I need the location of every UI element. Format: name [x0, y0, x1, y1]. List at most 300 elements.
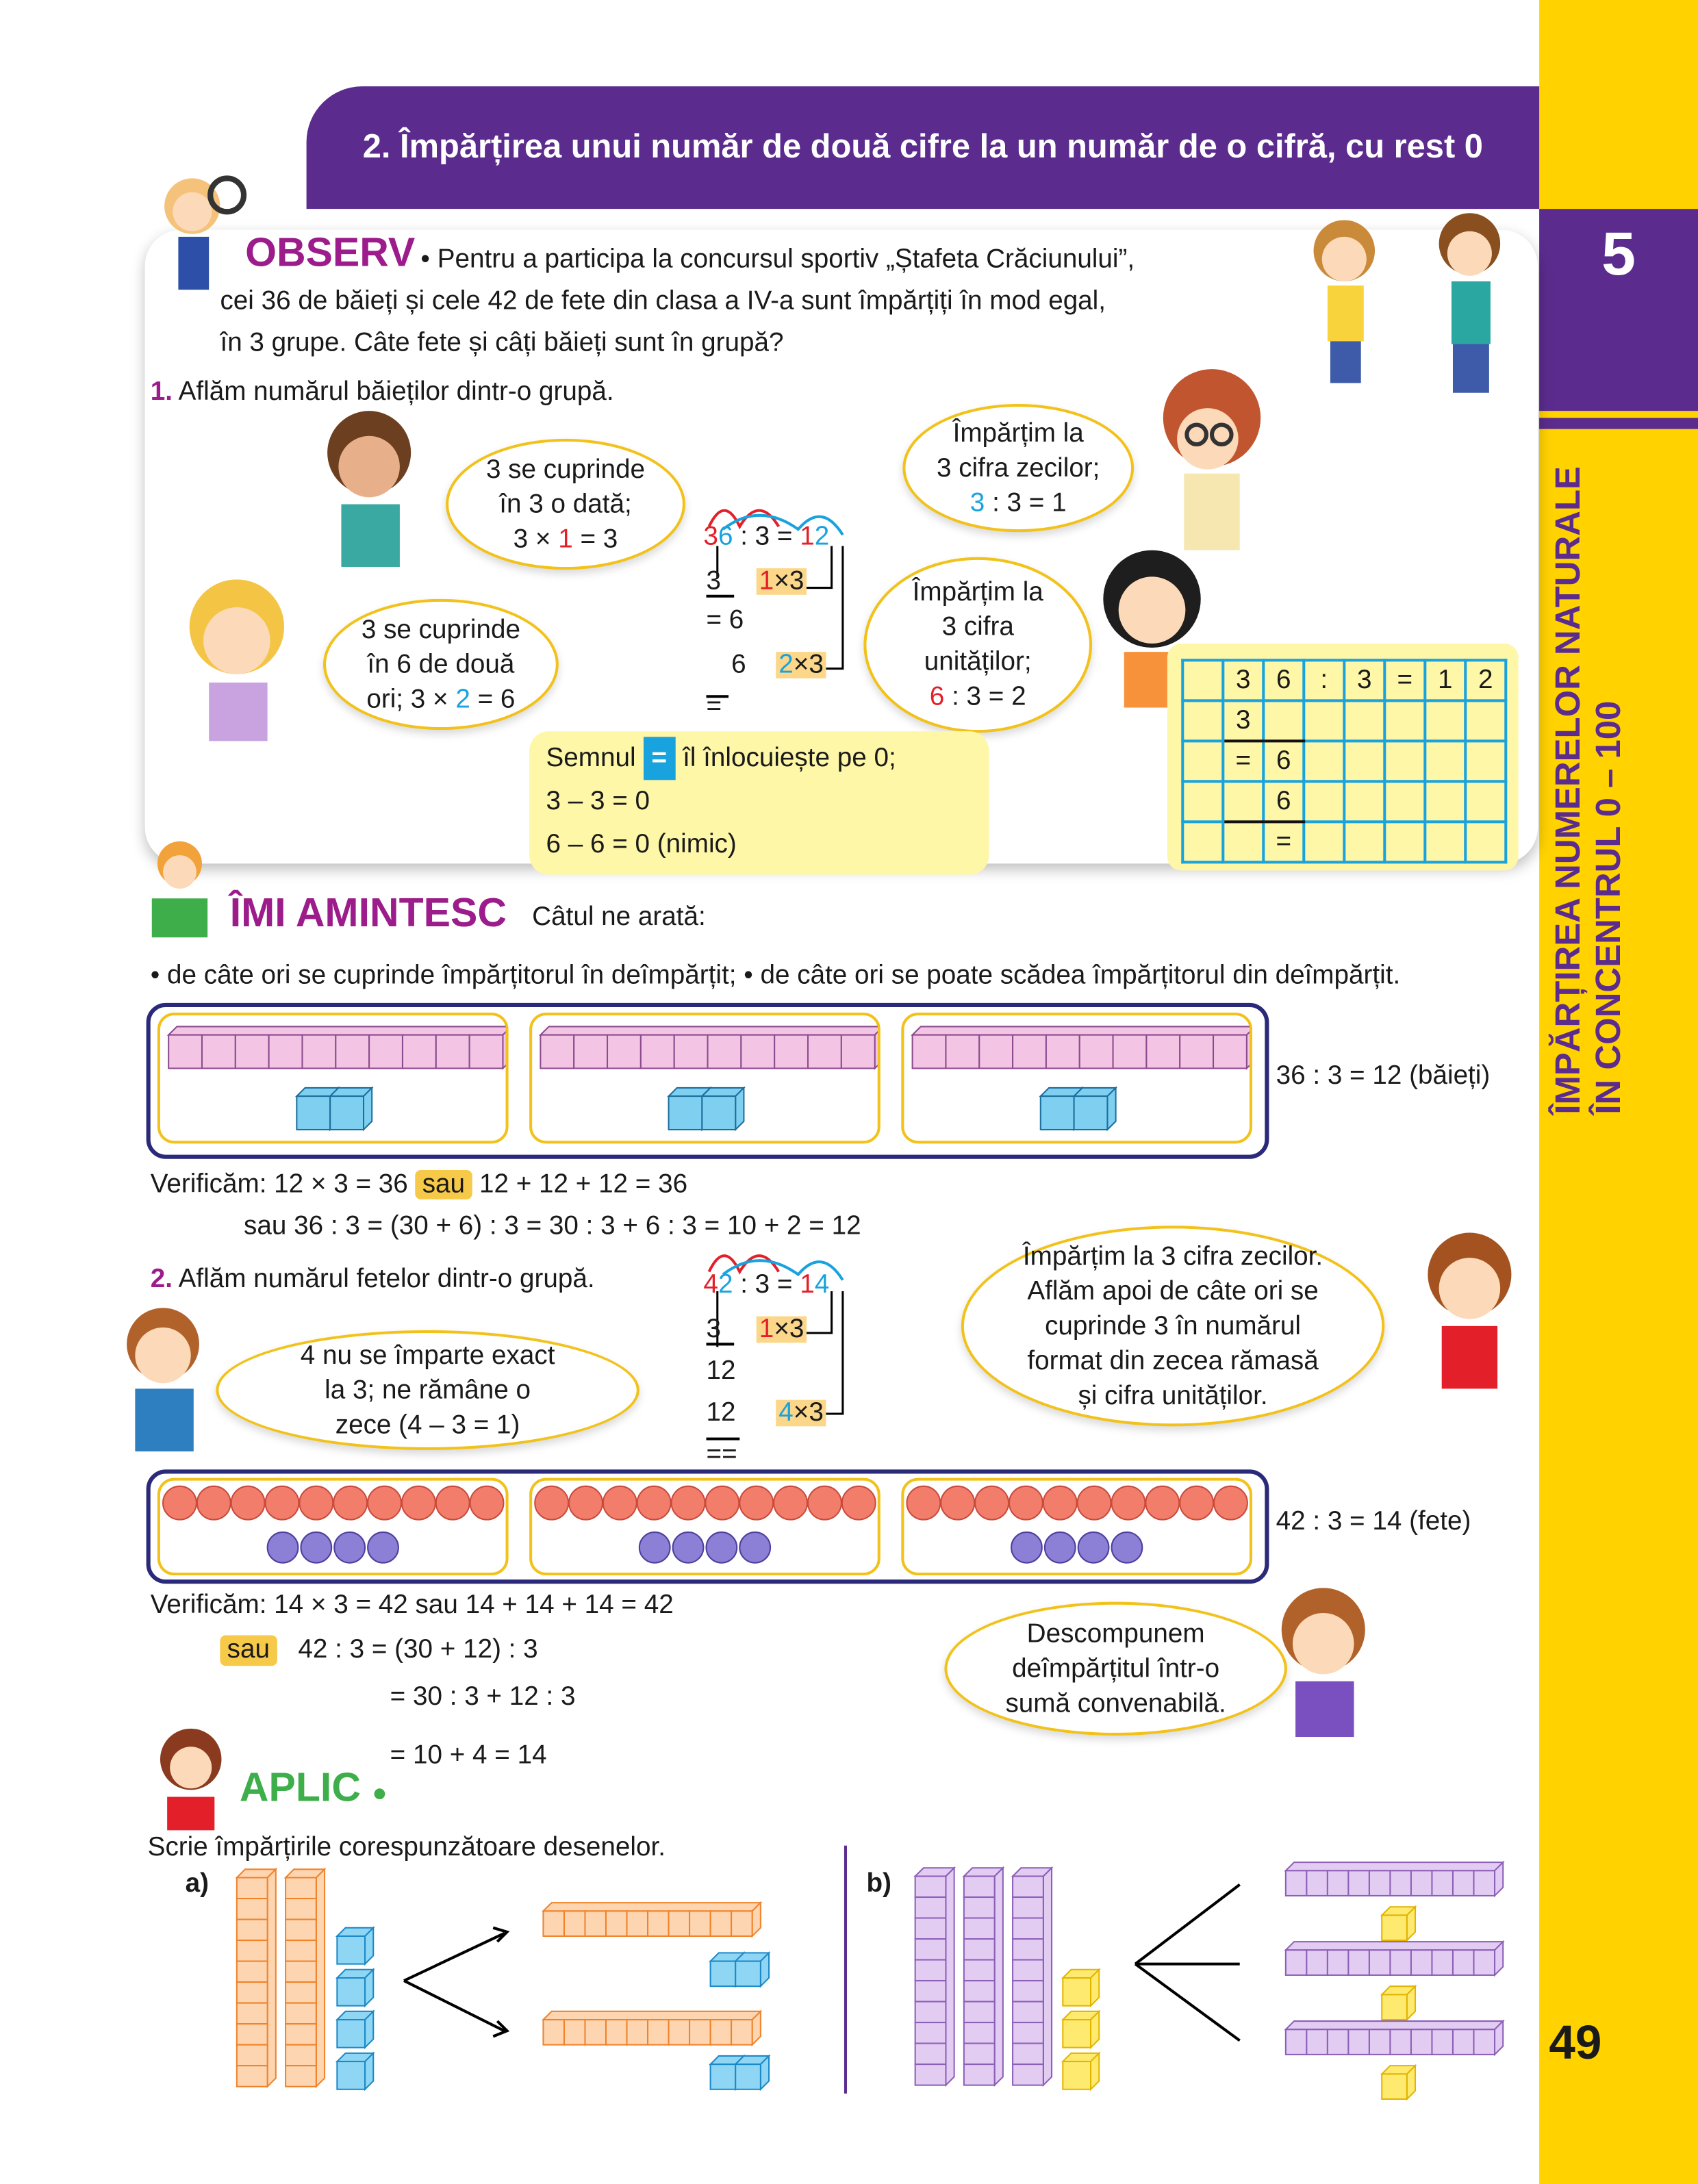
grid-cell	[1384, 822, 1425, 862]
rod-cell	[708, 1035, 742, 1069]
purple-ball	[1045, 1532, 1076, 1563]
grid-cell	[1223, 781, 1263, 822]
rod-cell	[607, 1035, 641, 1069]
rod-top	[540, 1026, 877, 1034]
rod-cell	[606, 2020, 627, 2045]
grid-cell	[1425, 741, 1465, 781]
amintesc-subtitle: Câtul ne arată:	[532, 902, 706, 932]
bubble-line: Descompunem	[1026, 1619, 1205, 1649]
boys-group	[157, 1013, 509, 1143]
remainder: 12	[706, 1356, 736, 1386]
red-ball	[907, 1486, 940, 1520]
rod-cell	[1411, 1870, 1432, 1896]
grid-cell	[1344, 822, 1384, 862]
chapter-number: 5	[1539, 209, 1698, 411]
grid-cell: 3	[1223, 660, 1263, 700]
rod-cell	[915, 1939, 946, 1960]
rod-top	[1286, 2021, 1503, 2029]
chapter-title-line2: ÎN CONCENTRUL 0 – 100	[1589, 700, 1629, 1115]
unit-cube	[1074, 1096, 1108, 1130]
rod-cell	[711, 2020, 732, 2045]
grid-cell	[1223, 822, 1263, 862]
rod-cell	[1369, 1870, 1391, 1896]
grid-cell: =	[1384, 660, 1425, 700]
bubble-line: în 3 o dată;	[499, 490, 632, 519]
grid-row	[1182, 660, 1506, 700]
step-number: 1.	[150, 377, 173, 407]
rod-cell	[1390, 1870, 1411, 1896]
red-ball	[739, 1486, 773, 1520]
rod-cell	[1286, 1950, 1307, 1975]
rod-cell	[674, 1035, 708, 1069]
rod-cell	[1013, 2064, 1043, 2085]
verify2-line2: 42 : 3 = (30 + 12) : 3	[298, 1635, 538, 1665]
rod-cell	[202, 1035, 236, 1069]
rod-cell	[237, 1982, 268, 2003]
counting-balls	[160, 1481, 506, 1573]
rod-cell	[237, 1961, 268, 1983]
running-children-illustration	[1275, 209, 1540, 418]
bubble-line: deîmpărțitul într-o	[1012, 1653, 1220, 1684]
rod-cell	[1180, 1035, 1213, 1069]
unit-cube	[337, 2061, 365, 2090]
verify-line1: Verificăm: 12 × 3 = 36 sau 12 + 12 + 12 = 36	[150, 1169, 688, 1199]
grid-cell	[1182, 781, 1223, 822]
rod-cell	[237, 1878, 268, 1899]
rod-cell	[1411, 1950, 1432, 1975]
rod-cell	[1286, 2029, 1307, 2055]
rod-cell	[237, 2003, 268, 2024]
purple-ball	[1112, 1532, 1143, 1563]
bubble-line: Împărțim la 3 cifra zecilor.	[1022, 1241, 1323, 1271]
rod-cell	[403, 1035, 436, 1069]
equals-sign-box: =	[643, 737, 675, 780]
subtrahend: 6	[731, 650, 746, 680]
bubble-line: Împărțim la	[952, 418, 1084, 448]
rod-cell	[1453, 1950, 1474, 1975]
rod-cell	[1411, 2029, 1432, 2055]
rod-top	[913, 1026, 1250, 1034]
grid-cell	[1182, 822, 1223, 862]
rod-cell	[915, 2002, 946, 2023]
division-diagram-42	[703, 1247, 884, 1470]
page-number: 49	[1549, 2016, 1602, 2070]
unit-cube	[711, 1961, 736, 1987]
rod-cell	[915, 1981, 946, 2002]
amintesc-heading: ÎMI AMINTESC	[229, 891, 507, 937]
red-ball	[266, 1486, 299, 1520]
red-ball	[368, 1486, 401, 1520]
rod-cell	[1080, 1035, 1113, 1069]
rod-cell	[964, 1939, 995, 1960]
rod-cell	[1113, 1035, 1147, 1069]
grid-cell: 3	[1223, 700, 1263, 741]
verify2-line3: = 30 : 3 + 12 : 3	[390, 1682, 576, 1712]
purple-ball	[1011, 1532, 1042, 1563]
unit-cube	[337, 1936, 365, 1964]
grid-cell	[1304, 741, 1344, 781]
chapter-title	[1549, 459, 1630, 1114]
red-ball	[603, 1486, 637, 1520]
red-ball	[842, 1486, 876, 1520]
rod-cell	[979, 1035, 1013, 1069]
boy-thinking-illustration	[307, 404, 432, 578]
rod-cell	[369, 1035, 403, 1069]
rod-cell	[1013, 1918, 1043, 1940]
rod-cell	[1213, 1035, 1247, 1069]
rod-cell	[915, 2044, 946, 2065]
bubble-line: Împărțim la	[912, 578, 1043, 608]
verify2-line1: Verificăm: 14 × 3 = 42 sau 14 + 14 + 14 = 42	[150, 1590, 674, 1621]
rod-cell	[585, 2020, 606, 2045]
aplic-heading: APLIC ●	[239, 1766, 388, 1811]
rod-top	[168, 1026, 505, 1034]
unit-cube	[702, 1096, 735, 1130]
rod-cell	[1390, 2029, 1411, 2055]
bubble-line: 3 : 3 = 1	[970, 488, 1067, 518]
division-grid	[1181, 659, 1507, 863]
red-ball	[1009, 1486, 1043, 1520]
boy-waving-illustration	[1393, 1226, 1532, 1406]
rod-cell	[286, 2003, 316, 2024]
unit-cube	[296, 1096, 330, 1130]
unit-cube	[1382, 1915, 1407, 1940]
rod-cell	[627, 1911, 648, 1936]
grid-cell: 3	[1344, 660, 1384, 700]
unit-cube	[735, 2064, 761, 2090]
rod-cell	[964, 1897, 995, 1918]
rod-cell	[606, 1911, 627, 1936]
step-number: 2.	[150, 1265, 173, 1295]
exercise-b-label: b)	[866, 1869, 891, 1899]
grid-cell: 6	[1263, 741, 1304, 781]
divider	[1539, 418, 1698, 429]
rod-cell	[1013, 1939, 1043, 1960]
exercise-b-drawing	[898, 1846, 1525, 2103]
rod-cell	[1369, 2029, 1391, 2055]
rod-cell	[1328, 1950, 1349, 1975]
step-text: Aflăm numărul fetelor dintr-o grupă.	[178, 1265, 595, 1295]
rod-cell	[731, 1911, 752, 1936]
rod-cell	[286, 1940, 316, 1961]
rod-cell	[648, 2020, 669, 2045]
red-ball	[535, 1486, 568, 1520]
grid-cell	[1263, 700, 1304, 741]
chapter-title-line1: ÎMPĂRȚIREA NUMERELOR NATURALE	[1549, 466, 1588, 1115]
division-equation: 36 : 3 = 12	[703, 522, 830, 552]
rod-cell	[964, 2044, 995, 2065]
rod-cell	[1328, 2029, 1349, 2055]
note-text: Semnul	[546, 744, 636, 774]
rod-cell	[1474, 1870, 1495, 1896]
rod-cell	[913, 1035, 946, 1069]
bubble-line: la 3; ne rămâne o	[325, 1375, 531, 1405]
division-diagram-36	[703, 501, 884, 724]
grid-cell	[1384, 700, 1425, 741]
bubble-line: Aflăm apoi de câte ori se	[1027, 1276, 1319, 1306]
rod-cell	[964, 1918, 995, 1940]
observ-heading: OBSERV	[245, 231, 416, 276]
sau-badge: sau	[416, 1170, 472, 1199]
rod-side	[268, 1869, 276, 2086]
rod-cell	[1348, 1950, 1369, 1975]
subtrahend: 3	[706, 567, 722, 596]
rod-cell	[1306, 1870, 1328, 1896]
rod-cell	[774, 1035, 808, 1069]
product-label: 1×3	[757, 1317, 807, 1343]
rod-cell	[964, 1876, 995, 1897]
purple-ball	[1078, 1532, 1109, 1563]
unit-cube	[1063, 2061, 1091, 2090]
bubble-line: în 6 de două	[367, 650, 515, 679]
arrow	[404, 1933, 504, 2031]
rod-cell	[808, 1035, 841, 1069]
remainder: ==	[706, 1440, 737, 1470]
purple-ball	[639, 1532, 670, 1563]
red-ball	[1078, 1486, 1111, 1520]
rod-cell	[540, 1035, 574, 1069]
bubble-line: 6 : 3 = 2	[929, 682, 1026, 712]
speech-bubble	[446, 439, 685, 570]
unit-cube	[669, 1096, 702, 1130]
rod-cell	[1286, 1870, 1307, 1896]
girls-group	[157, 1478, 509, 1575]
product-label: 4×3	[776, 1400, 826, 1427]
rod-cell	[1146, 1035, 1180, 1069]
unit-cube	[330, 1096, 364, 1130]
boy-reading-illustration	[145, 836, 229, 945]
unit-cube-side	[735, 1088, 744, 1130]
rod-cell	[564, 1911, 585, 1936]
rod-cell	[436, 1035, 470, 1069]
speech-bubble	[323, 599, 559, 730]
rod-cell	[1432, 2029, 1453, 2055]
grid-cell	[1182, 660, 1223, 700]
grid-cell	[1465, 822, 1506, 862]
base-ten-blocks	[160, 1015, 506, 1141]
rod-cell	[236, 1035, 269, 1069]
product-label: 2×3	[776, 652, 826, 678]
verify-line2: sau 36 : 3 = (30 + 6) : 3 = 30 : 3 + 6 : 3 = 10 + 2 = 12	[244, 1212, 861, 1241]
speech-bubble	[961, 1226, 1384, 1426]
bubble-line: 3 cifra	[941, 613, 1014, 642]
speech-bubble	[216, 1330, 639, 1450]
grid-cell	[1425, 822, 1465, 862]
counting-balls	[532, 1481, 878, 1573]
step-text: Aflăm numărul băieților dintr-o grupă.	[178, 377, 614, 407]
boy-blue-shirt-illustration	[114, 1302, 212, 1456]
purple-ball	[368, 1532, 398, 1563]
bubble-line: unităților;	[924, 648, 1032, 677]
rod-cell	[1453, 2029, 1474, 2055]
rod-cell	[689, 1911, 711, 1936]
unit-cube	[1063, 1978, 1091, 2006]
unit-cube	[337, 1978, 365, 2006]
grid-cell	[1182, 741, 1223, 781]
rod-cell	[286, 2045, 316, 2066]
base-ten-blocks	[904, 1015, 1250, 1141]
grid-cell: 2	[1465, 660, 1506, 700]
rod-cell	[335, 1035, 369, 1069]
rod-cell	[964, 2022, 995, 2044]
aplic-task: Scrie împărțirile corespunzătoare desenelor.	[147, 1833, 666, 1863]
girls-group	[529, 1478, 880, 1575]
bubble-line: sumă convenabilă.	[1005, 1688, 1226, 1718]
verify2-line4: = 10 + 4 = 14	[390, 1741, 547, 1770]
red-ball	[672, 1486, 705, 1520]
problem-line2: cei 36 de băieți și cele 42 de fete din clasa a IV-a sunt împărțiți în mod egal,	[220, 287, 1106, 316]
subtrahend: 12	[706, 1398, 736, 1428]
remainder: =	[706, 692, 722, 722]
exercise-a-drawing	[209, 1853, 794, 2103]
rod-cell	[237, 2024, 268, 2045]
remainder: = 6	[706, 606, 744, 635]
rod-cell	[711, 1911, 732, 1936]
division-equation: 42 : 3 = 14	[703, 1270, 830, 1300]
rod-cell	[470, 1035, 503, 1069]
product-label: 1×3	[757, 568, 807, 595]
girl-blonde-illustration	[153, 571, 320, 745]
rod-cell	[1474, 1950, 1495, 1975]
red-ball	[1043, 1486, 1077, 1520]
rod-cell	[1432, 1950, 1453, 1975]
grid-cell: 1	[1425, 660, 1465, 700]
rod-cell	[1013, 1960, 1043, 1981]
bubble-line: 3 × 1 = 3	[513, 524, 618, 554]
grid-cell	[1304, 700, 1344, 741]
rod-cell	[269, 1035, 303, 1069]
red-ball	[975, 1486, 1009, 1520]
boys-group	[529, 1013, 880, 1143]
purple-ball	[334, 1532, 365, 1563]
rod-cell	[286, 2024, 316, 2045]
grid-cell: 6	[1263, 660, 1304, 700]
problem-line1: • Pentru a participa la concursul sportiv „Ștafeta Crăciunului”,	[420, 245, 1135, 275]
red-ball	[1112, 1486, 1145, 1520]
unit-cube-side	[1107, 1088, 1115, 1130]
rod-cell	[964, 2002, 995, 2023]
rod-cell	[964, 2064, 995, 2085]
speech-bubble	[863, 557, 1092, 733]
arrow	[1135, 1885, 1240, 2041]
red-ball	[569, 1486, 603, 1520]
purple-ball	[301, 1532, 331, 1563]
rod-cell	[585, 1911, 606, 1936]
rod-cell	[1013, 2022, 1043, 2044]
red-ball	[808, 1486, 841, 1520]
girl-purple-shirt-illustration	[1260, 1581, 1386, 1748]
red-ball	[436, 1486, 470, 1520]
base-ten-blocks	[532, 1015, 878, 1141]
grid-cell	[1465, 700, 1506, 741]
rod-cell	[1453, 1870, 1474, 1896]
rod-side	[316, 1869, 325, 2086]
rod-cell	[964, 1960, 995, 1981]
grid-cell	[1304, 822, 1344, 862]
grid-cell: =	[1263, 822, 1304, 862]
rod-cell	[689, 2020, 711, 2045]
grid-cell: =	[1223, 741, 1263, 781]
boy-glasses-illustration	[1135, 362, 1267, 550]
rod-cell	[286, 2066, 316, 2087]
rod-cell	[669, 1911, 690, 1936]
note-text: îl înlocuiește pe 0;	[683, 744, 896, 774]
amintesc-bullets: • de câte ori se cuprinde împărțitorul în deîmpărțit; • de câte ori se poate scădea împărțitorul din deîmpărțit.	[150, 961, 1401, 991]
lesson-title: 2. Împărțirea unui număr de două cifre la un număr de o cifră, cu rest 0	[307, 86, 1540, 209]
subtrahend: 3	[706, 1315, 722, 1345]
rod-cell	[915, 1918, 946, 1940]
rod-cell	[286, 1920, 316, 1941]
grid-cell	[1384, 741, 1425, 781]
problem-line3: în 3 grupe. Câte fete și câți băieți sunt în grupă?	[220, 329, 784, 358]
rod-cell	[1369, 1950, 1391, 1975]
rod-cell	[237, 2066, 268, 2087]
bubble-line: 4 nu se împarte exact	[300, 1341, 555, 1370]
grid-cell	[1182, 700, 1223, 741]
rod-cell	[648, 1911, 669, 1936]
bubble-line: 3 cifra zecilor;	[936, 453, 1100, 483]
grid-row	[1182, 741, 1506, 781]
rod-cell	[731, 2020, 752, 2045]
red-ball	[470, 1486, 504, 1520]
rod-cell	[915, 1897, 946, 1918]
grid-cell	[1344, 781, 1384, 822]
rod-cell	[915, 2022, 946, 2044]
step2-heading	[151, 1265, 595, 1295]
girl-magnifier-illustration	[147, 1720, 244, 1832]
rod-cell	[915, 1960, 946, 1981]
rod-side	[946, 1868, 954, 2085]
red-ball	[197, 1486, 231, 1520]
rod-cell	[1306, 2029, 1328, 2055]
red-ball	[1214, 1486, 1247, 1520]
grid-cell	[1304, 781, 1344, 822]
bubble-line: format din zecea rămasă	[1027, 1346, 1319, 1376]
red-ball	[637, 1486, 671, 1520]
bubble-line: 3 se cuprinde	[485, 455, 646, 484]
rod-cell	[286, 1878, 316, 1899]
grid-cell: 6	[1263, 781, 1304, 822]
rod-cell	[1348, 1870, 1369, 1896]
rod-cell	[1474, 2029, 1495, 2055]
rod-cell	[915, 1876, 946, 1897]
purple-ball	[706, 1532, 737, 1563]
red-ball	[774, 1486, 807, 1520]
rod-cell	[543, 2020, 564, 2045]
red-ball	[231, 1486, 265, 1520]
rod-cell	[964, 1981, 995, 2002]
unit-cube	[1041, 1096, 1074, 1130]
divider	[844, 1846, 847, 2094]
rod-cell	[286, 1982, 316, 2003]
rod-cell	[627, 2020, 648, 2045]
rod-cell	[237, 1940, 268, 1961]
speech-bubble	[902, 404, 1134, 532]
rod-cell	[302, 1035, 335, 1069]
purple-ball	[268, 1532, 299, 1563]
grid-cell	[1344, 741, 1384, 781]
boys-result: 36 : 3 = 12 (băieți)	[1276, 1061, 1491, 1091]
grid-cell	[1344, 700, 1384, 741]
red-ball	[1180, 1486, 1213, 1520]
red-ball	[299, 1486, 333, 1520]
rod-cell	[841, 1035, 875, 1069]
exercise-a-label: a)	[185, 1869, 209, 1899]
rod-cell	[1013, 2002, 1043, 2023]
step1-heading	[151, 377, 614, 408]
unit-cube	[735, 1961, 761, 1987]
unit-cube	[1382, 2074, 1407, 2099]
